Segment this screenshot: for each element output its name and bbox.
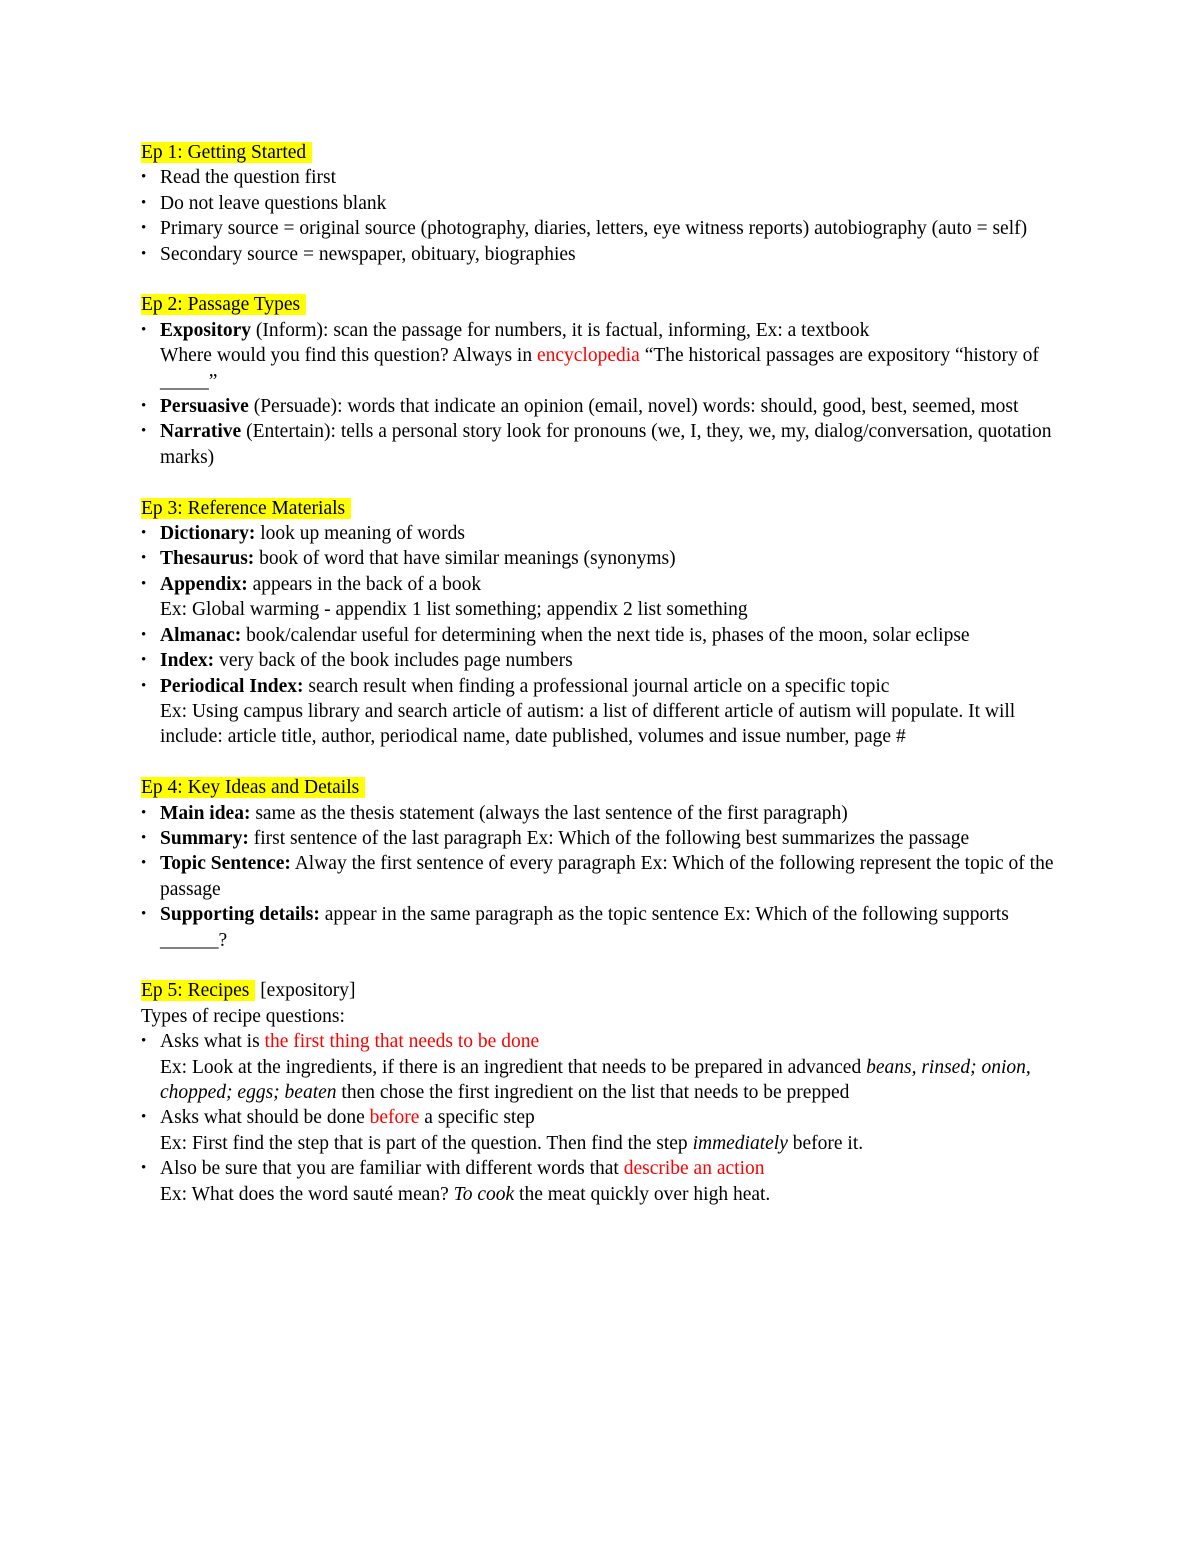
bullet-list <box>141 521 1080 750</box>
list-item: • Primary source = original source (photography, diaries, letters, eye witness reports) autobiography (auto = self) <box>141 216 1080 241</box>
term-label: Main idea: <box>160 802 251 824</box>
term-label: Almanac: <box>160 624 242 646</box>
red-emphasis: encyclopedia <box>536 345 640 367</box>
section-heading: Ep 4: Key Ideas and Details <box>141 777 365 798</box>
item-note: Where would you find this question? Always in encyclopedia “The historical passages are expository “history of _____” <box>160 345 1039 392</box>
list-item: • Also be sure that you are familiar with different words that describe an action Ex: What does the word sauté mean? To cook the meat quickly over high heat. <box>141 1156 1080 1207</box>
list-item-narrative: • Narrative (Entertain): tells a personal story look for pronouns (we, I, they, we, my, dialog/conversation, quotation marks) <box>141 419 1080 470</box>
item-note: Ex: First find the step that is part of the question. Then find the step immediately before it. <box>160 1132 864 1154</box>
red-emphasis: describe an action <box>623 1158 765 1180</box>
list-item: • Secondary source = newspaper, obituary, biographies <box>141 242 1080 267</box>
item-note: Ex: What does the word sauté mean? To cook the meat quickly over high heat. <box>160 1183 771 1205</box>
list-item-topic-sentence: • Topic Sentence: Alway the first sentence of every paragraph Ex: Which of the following represent the topic of the passage <box>141 851 1080 902</box>
section-recipes <box>141 978 1080 1207</box>
term-label: Persuasive <box>160 396 249 418</box>
list-item-appendix: • Appendix: appears in the back of a book Ex: Global warming - appendix 1 list something; appendix 2 list something <box>141 572 1080 623</box>
list-item-dictionary: • Dictionary: look up meaning of words <box>141 521 1080 546</box>
item-note: Ex: Look at the ingredients, if there is an ingredient that needs to be prepared in advanced beans, rinsed; onion, chopped; eggs; beaten then chose the first ingredient on the list that needs to be prepped <box>160 1056 1031 1103</box>
list-item-index: • Index: very back of the book includes page numbers <box>141 648 1080 673</box>
list-item-periodical-index: • Periodical Index: search result when finding a professional journal article on a specific topic Ex: Using campus library and search article of autism: a list of different article of autism will populate. It will include: article title, author, periodical name, date published, volumes and issue number, page # <box>141 674 1080 750</box>
section-heading: Ep 2: Passage Types <box>141 294 306 315</box>
item-note: Ex: Using campus library and search article of autism: a list of different article of autism will populate. It will include: article title, author, periodical name, date published, volumes and issue number, page # <box>160 700 1016 748</box>
list-item-summary: • Summary: first sentence of the last paragraph Ex: Which of the following best summarizes the passage <box>141 826 1080 851</box>
term-label: Thesaurus: <box>160 548 255 570</box>
section-heading: Ep 1: Getting Started <box>141 142 312 163</box>
section-getting-started <box>141 140 1080 267</box>
section-reference-materials <box>141 496 1080 750</box>
red-emphasis: before <box>369 1107 420 1129</box>
list-item-persuasive: • Persuasive (Persuade): words that indicate an opinion (email, novel) words: should, good, best, seemed, most <box>141 394 1080 419</box>
bullet-list <box>141 801 1080 953</box>
list-item-thesaurus: • Thesaurus: book of word that have similar meanings (synonyms) <box>141 546 1080 571</box>
term-label: Index: <box>160 650 215 672</box>
section-intro: Types of recipe questions: <box>141 1005 345 1027</box>
section-heading: Ep 3: Reference Materials <box>141 498 351 519</box>
bullet-list <box>141 165 1080 267</box>
bullet-list <box>141 1029 1080 1207</box>
italic-emphasis: immediately <box>692 1132 788 1154</box>
list-item-main-idea: • Main idea: same as the thesis statement (always the last sentence of the first paragraph) <box>141 801 1080 826</box>
heading-suffix: [expository] <box>255 980 356 1002</box>
list-item: • Do not leave questions blank <box>141 191 1080 216</box>
term-label: Periodical Index: <box>160 675 304 697</box>
term-label: Appendix: <box>160 573 248 595</box>
term-label: Expository <box>160 319 252 341</box>
list-item: • Asks what should be done before a specific step Ex: First find the step that is part of the question. Then find the step immediately before it. <box>141 1105 1080 1156</box>
italic-emphasis: beans, rinsed; onion, chopped; eggs; beaten <box>160 1056 1031 1103</box>
section-heading: Ep 5: Recipes <box>141 980 255 1001</box>
red-emphasis: the first thing that needs to be done <box>264 1031 540 1053</box>
term-label: Summary: <box>160 827 249 849</box>
list-item: • Read the question first <box>141 165 1080 190</box>
term-label: Narrative <box>160 421 242 443</box>
list-item-expository: • Expository (Inform): scan the passage for numbers, it is factual, informing, Ex: a textbook Where would you find this question? Always in encyclopedia “The historical passages are expository “history of _____” <box>141 318 1080 394</box>
list-item-almanac: • Almanac: book/calendar useful for determining when the next tide is, phases of the moon, solar eclipse <box>141 623 1080 648</box>
section-passage-types <box>141 292 1080 470</box>
section-key-ideas <box>141 775 1080 953</box>
term-label: Topic Sentence: <box>160 853 291 875</box>
italic-emphasis: To cook <box>453 1183 515 1205</box>
list-item: • Asks what is the first thing that needs to be done Ex: Look at the ingredients, if there is an ingredient that needs to be prepared in advanced beans, rinsed; onion, chopped; eggs; beaten then chose the first ingredient on the list that needs to be prepped <box>141 1029 1080 1105</box>
item-note: Ex: Global warming - appendix 1 list something; appendix 2 list something <box>160 599 748 621</box>
list-item-supporting-details: • Supporting details: appear in the same paragraph as the topic sentence Ex: Which of the following supports ______? <box>141 902 1080 953</box>
term-label: Dictionary: <box>160 523 256 545</box>
bullet-list <box>141 318 1080 470</box>
term-label: Supporting details: <box>160 904 320 926</box>
